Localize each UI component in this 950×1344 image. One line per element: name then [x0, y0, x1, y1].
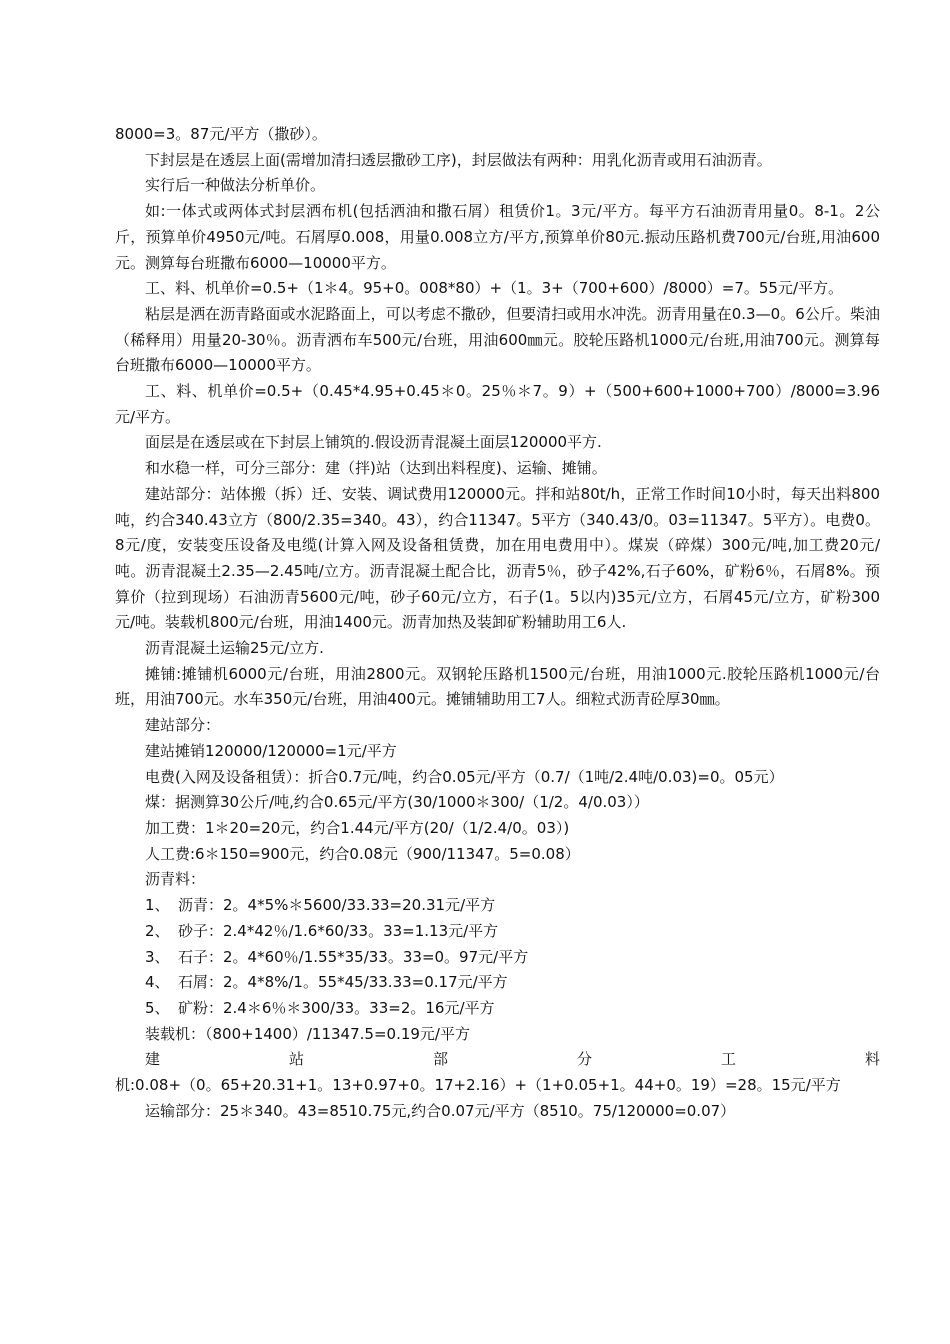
list-item — [115, 919, 880, 945]
list-item — [115, 996, 880, 1022]
paragraph: 实行后一种做法分析单价。 — [145, 176, 326, 195]
paragraph: 建站部分：站体搬（拆）迁、安装、调试费用120000元。拌和站80t/h，正常工作时间10小时，每天出料800吨，约合340.43立方（800/2.35=340。43），约合11347。5平方（340.43/0。03=11347。5平方）。电费0。8元/度，安装变压设备及电缆(计算入网及设备租赁费，加在用电费用中）。煤炭（碎煤）300元/吨,加工费20元/吨。沥青混凝土2.35—2.45吨/立方。沥青混凝土配合比，沥青5％，砂子42%,石子60%，矿粉6％，石屑8%。预算价（拉到现场）石油沥青5600元/吨，砂子60元/立方，石子(1。5以内)35元/立方，石屑45元/立方，矿粉300元/吨。装载机800元/台班，用油1400元。沥青加热及装卸矿粉辅助用工6人. — [115, 484, 880, 632]
list-item — [115, 970, 880, 996]
paragraph: 建站部分： — [145, 716, 221, 735]
spread-char: 建 — [145, 1050, 161, 1069]
spread-char: 站 — [288, 1050, 304, 1069]
paragraph: 8000=3。87元/平方（撒砂）。 — [115, 125, 327, 143]
paragraph: 机:0.08+（0。65+20.31+1。13+0.97+0。17+2.16）+（1+0.05+1。44+0。19）=28。15元/平方 — [115, 1076, 841, 1095]
spread-char: 分 — [576, 1050, 592, 1069]
paragraph: 加工费：1＊20=20元，约合1.44元/平方(20/（1/2.4/0。03）) — [145, 818, 570, 837]
list-text: 矿粉：2.4＊6％＊300/33。33=2。16元/平方 — [178, 998, 495, 1017]
list-text: 沥青：2。4*5%＊5600/33.33=20.31元/平方 — [178, 896, 496, 915]
list-text: 石子：2。4*60％/1.55*35/33。33=0。97元/平方 — [178, 947, 529, 966]
paragraph: 建站摊销120000/120000=1元/平方 — [145, 741, 397, 760]
paragraph: 装载机：（800+1400）/11347.5=0.19元/平方 — [145, 1024, 470, 1043]
paragraph: 沥青料： — [145, 870, 206, 889]
paragraph: 和水稳一样，可分三部分：建（拌)站（达到出料程度)、运输、摊铺。 — [145, 459, 607, 478]
paragraph: 如:一体式或两体式封层洒布机(包括洒油和撒石屑）租赁价1。3元/平方。每平方石油沥青用量0。8-1。2公斤，预算单价4950元/吨。石屑厚0.008，用量0.008立方/平方,预算单价80元.振动压路机费700元/台班,用油600元。测算每台班撒布6000—10000平方。 — [115, 202, 880, 272]
spread-char: 工 — [720, 1050, 736, 1069]
list-number: 5、 — [145, 998, 170, 1017]
list-text: 砂子：2.4*42％/1.6*60/33。33=1.13元/平方 — [178, 921, 499, 940]
paragraph: 沥青混凝土运输25元/立方. — [145, 639, 324, 658]
list-number: 1、 — [145, 896, 170, 915]
list-item — [115, 945, 880, 971]
paragraph: 电费(入网及设备租赁）：折合0.7元/吨，约合0.05元/平方（0.7/（1吨/2.4吨/0.03)=0。05元） — [145, 767, 784, 786]
paragraph: 煤：据测算30公斤/吨,约合0.65元/平方(30/1000＊300/（1/2。4/0.03）） — [145, 793, 649, 812]
paragraph-spread-line — [115, 1047, 880, 1073]
paragraph: 摊铺:摊铺机6000元/台班，用油2800元。双钢轮压路机1500元/台班，用油1000元.胶轮压路机1000元/台班，用油700元。水车350元/台班，用油400元。摊铺辅助用工7人。细粒式沥青砼厚30㎜。 — [115, 664, 880, 709]
list-number: 4、 — [145, 973, 170, 992]
paragraph: 粘层是洒在沥青路面或水泥路面上，可以考虑不撒砂，但要清扫或用水冲洗。沥青用量在0.3—0。6公斤。柴油（稀释用）用量20-30％。沥青洒布车500元/台班，用油600㎜元。胶轮压路机1000元/台班,用油700元。测算每台班撒布6000—10000平方。 — [115, 304, 880, 375]
paragraph: 工、料、机单价=0.5+（0.45*4.95+0.45＊0。25％＊7。9）+（500+600+1000+700）/8000=3.96元/平方。 — [115, 382, 880, 426]
paragraph: 人工费:6＊150=900元，约合0.08元（900/11347。5=0.08） — [145, 844, 580, 863]
paragraph: 面层是在透层或在下封层上铺筑的.假设沥青混凝土面层120000平方. — [145, 433, 602, 452]
spread-char: 部 — [432, 1050, 448, 1069]
list-text: 石屑：2。4*8%/1。55*45/33.33=0.17元/平方 — [178, 973, 508, 992]
paragraph: 下封层是在透层上面(需增加清扫透层撒砂工序)，封层做法有两种：用乳化沥青或用石油沥青。 — [145, 150, 772, 169]
list-number: 3、 — [145, 947, 170, 966]
document-body — [115, 122, 880, 1124]
paragraph: 工、料、机单价=0.5+（1＊4。95+0。008*80）+（1。3+（700+600）/8000）=7。55元/平方。 — [145, 279, 844, 298]
spread-char: 料 — [864, 1050, 880, 1069]
list-item — [115, 893, 880, 919]
paragraph: 运输部分：25＊340。43=8510.75元,约合0.07元/平方（8510。75/120000=0.07） — [145, 1101, 736, 1120]
list-number: 2、 — [145, 921, 170, 940]
